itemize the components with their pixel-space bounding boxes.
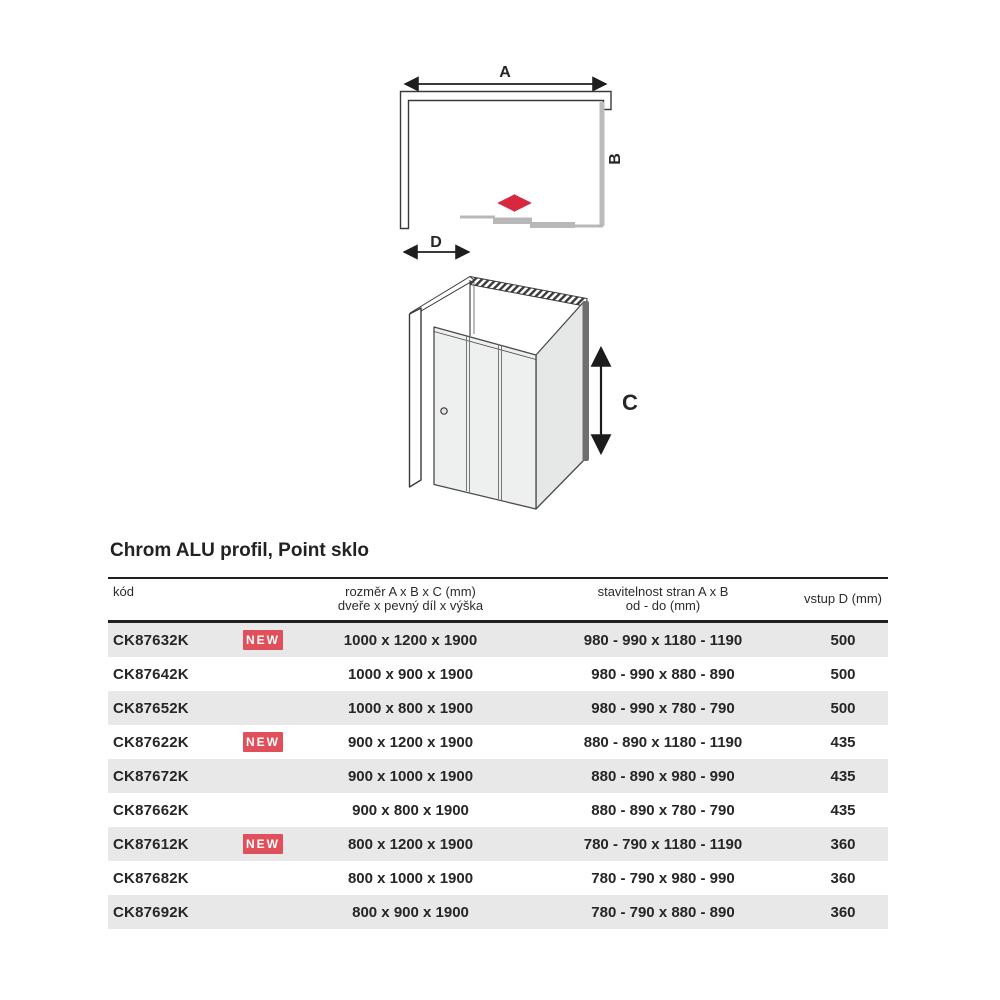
table-row — [108, 725, 888, 759]
front-glass-door — [434, 327, 536, 509]
cell-code: CK87662K — [113, 801, 189, 819]
table-row — [108, 759, 888, 793]
cell-adjust: 980 - 990 x 880 - 890 — [591, 665, 735, 683]
cell-size: 900 x 1200 x 1900 — [347, 733, 474, 751]
cell-code: CK87652K — [113, 699, 189, 717]
cell-code: CK87682K — [113, 869, 189, 887]
cell-entry: 500 — [830, 631, 856, 649]
wall-outline — [401, 92, 612, 229]
right-wall-profile — [583, 301, 590, 461]
cell-adjust: 980 - 990 x 1180 - 1190 — [583, 631, 743, 649]
cell-entry: 435 — [830, 767, 856, 785]
table-row — [108, 623, 888, 657]
dim-label-a: A — [499, 64, 511, 81]
header-size-line1: rozměr A x B x C (mm) — [345, 584, 476, 599]
table-row — [108, 691, 888, 725]
header-code: kód — [113, 584, 134, 599]
cell-adjust: 780 - 790 x 1180 - 1190 — [583, 835, 743, 853]
side-panel-line — [600, 102, 605, 226]
cell-adjust: 780 - 790 x 980 - 990 — [591, 869, 735, 887]
cell-adjust: 880 - 890 x 980 - 990 — [591, 767, 735, 785]
cell-code: CK87622K — [113, 733, 189, 751]
left-wall-top — [410, 277, 474, 314]
table-row — [108, 657, 888, 691]
header-adjust-line2: od - do (mm) — [625, 598, 701, 613]
cell-code: CK87612K — [113, 835, 189, 853]
cell-adjust: 980 - 990 x 780 - 790 — [591, 699, 735, 717]
cell-entry: 360 — [830, 869, 856, 887]
header-adjust — [528, 585, 798, 613]
cell-badge — [243, 834, 293, 854]
header-entry: vstup D (mm) — [804, 591, 882, 606]
cell-entry: 360 — [830, 835, 856, 853]
cell-badge — [243, 630, 293, 650]
cell-code: CK87692K — [113, 903, 189, 921]
cell-size: 1000 x 1200 x 1900 — [343, 631, 478, 649]
header-adjust-line1: stavitelnost stran A x B — [597, 584, 729, 599]
cell-entry: 500 — [830, 665, 856, 683]
spec-table — [108, 577, 888, 929]
cell-code: CK87672K — [113, 767, 189, 785]
table-row — [108, 793, 888, 827]
cell-entry: 500 — [830, 699, 856, 717]
table-header — [108, 579, 888, 623]
cell-size: 1000 x 900 x 1900 — [347, 665, 474, 683]
table-row — [108, 827, 888, 861]
new-badge: NEW — [243, 630, 283, 650]
header-size — [293, 585, 528, 613]
page-title: Chrom ALU profil, Point sklo — [110, 540, 369, 561]
side-glass-panel — [536, 302, 584, 510]
cell-code: CK87642K — [113, 665, 189, 683]
cell-badge — [243, 732, 293, 752]
dim-label-d: D — [430, 234, 442, 251]
dim-label-c: C — [622, 390, 638, 415]
cell-entry: 435 — [830, 733, 856, 751]
cell-size: 800 x 900 x 1900 — [352, 903, 469, 921]
table-row — [108, 895, 888, 929]
cell-adjust: 880 - 890 x 1180 - 1190 — [583, 733, 743, 751]
cell-adjust: 780 - 790 x 880 - 890 — [591, 903, 735, 921]
cell-entry: 435 — [830, 801, 856, 819]
table-row — [108, 861, 888, 895]
iso-view-diagram — [393, 266, 648, 531]
door-panels — [460, 216, 603, 229]
cell-adjust: 880 - 890 x 780 - 790 — [591, 801, 735, 819]
table-body — [108, 623, 888, 929]
new-badge: NEW — [243, 732, 283, 752]
cell-code: CK87632K — [113, 631, 189, 649]
cell-size: 900 x 800 x 1900 — [352, 801, 469, 819]
cell-size: 800 x 1200 x 1900 — [347, 835, 474, 853]
back-wall-top — [470, 277, 587, 307]
cell-size: 800 x 1000 x 1900 — [347, 869, 474, 887]
cell-size: 900 x 1000 x 1900 — [347, 767, 474, 785]
left-wall-panel — [410, 308, 422, 487]
header-size-line2: dveře x pevný díl x výška — [337, 598, 484, 613]
cell-entry: 360 — [830, 903, 856, 921]
product-block — [108, 540, 888, 929]
new-badge: NEW — [243, 834, 283, 854]
cell-size: 1000 x 800 x 1900 — [347, 699, 474, 717]
door-knob — [441, 408, 447, 414]
plan-view-diagram — [393, 53, 643, 263]
dim-label-b: B — [607, 153, 624, 165]
